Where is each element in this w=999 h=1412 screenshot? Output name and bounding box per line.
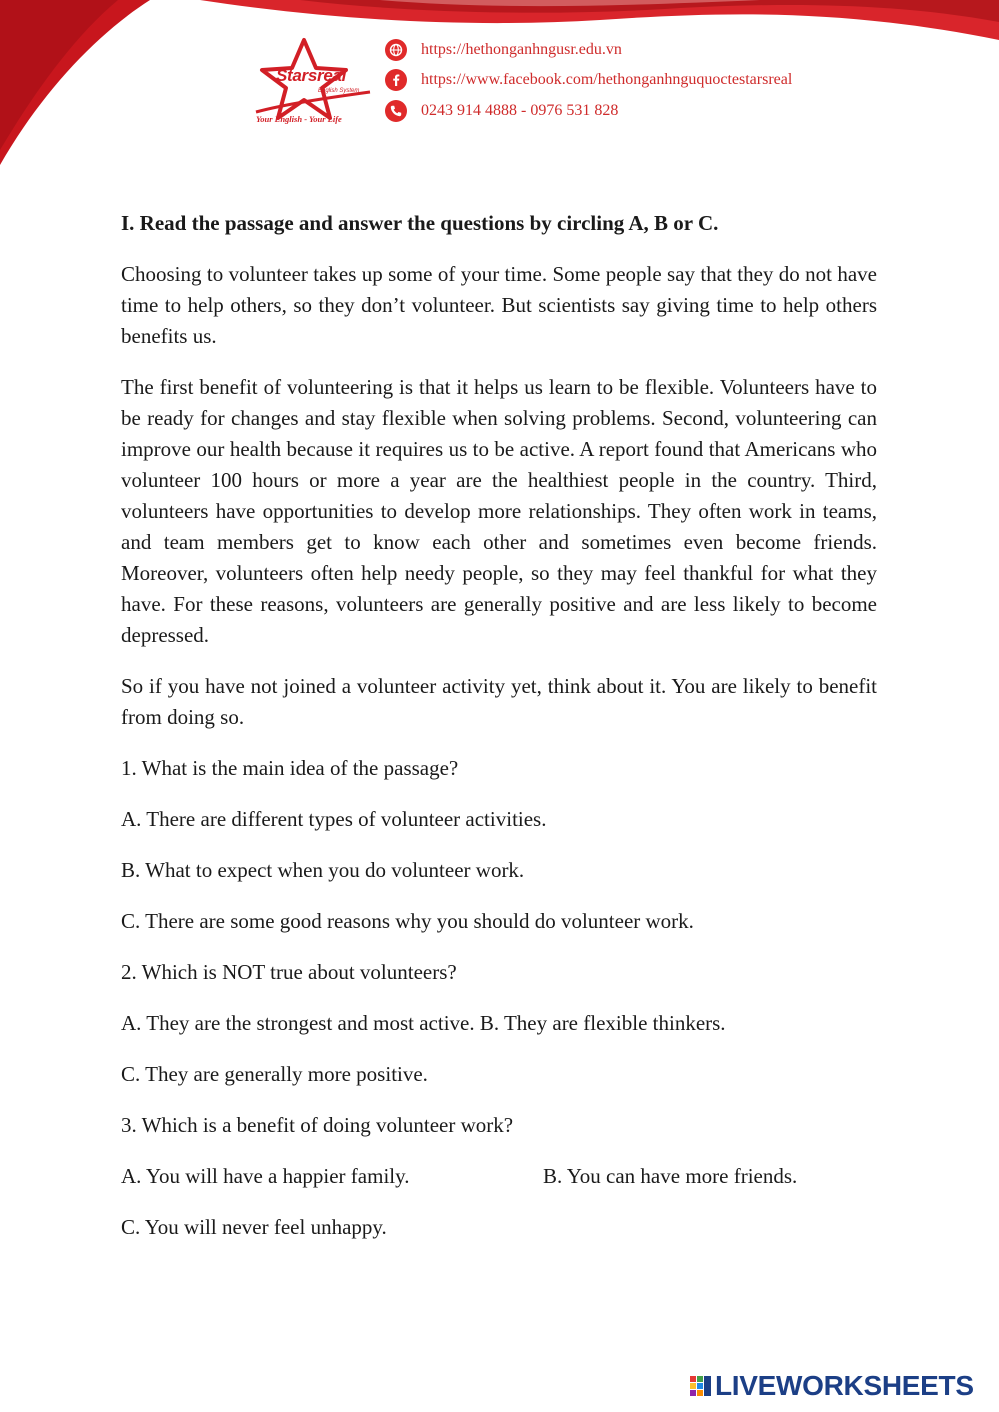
globe-icon [385, 39, 407, 61]
question-3-options-row [121, 1161, 877, 1192]
contact-website-text: https://hethonganhngusr.edu.vn [421, 41, 622, 58]
question-3-option-b[interactable]: B. You can have more friends. [543, 1164, 798, 1188]
contact-phone-text: 0243 914 4888 - 0976 531 828 [421, 102, 619, 119]
contact-website[interactable] [385, 39, 622, 61]
brand-tagline: Your English - Your Life [256, 114, 342, 124]
phone-icon [385, 100, 407, 122]
question-3-option-c[interactable]: C. You will never feel unhappy. [121, 1215, 387, 1239]
worksheet-content [121, 208, 877, 1263]
passage-paragraph-1: Choosing to volunteer takes up some of your time. Some people say that they do not have time to help others, so they don’t volunteer. But scientists say giving time to help others benefits us. [121, 262, 877, 348]
question-2-option-c[interactable]: C. They are generally more positive. [121, 1062, 428, 1086]
liveworksheets-icon [690, 1374, 712, 1398]
question-1-option-c[interactable]: C. There are some good reasons why you should do volunteer work. [121, 909, 694, 933]
question-2-options-a-b[interactable]: A. They are the strongest and most active. B. They are flexible thinkers. [121, 1011, 726, 1035]
brand-name: Starsreal [276, 66, 347, 85]
question-1-option-a[interactable]: A. There are different types of volunteer activities. [121, 807, 547, 831]
contact-phone[interactable] [385, 100, 618, 122]
question-2-prompt: 2. Which is NOT true about volunteers? [121, 960, 457, 984]
brand-subtitle: English System [318, 88, 360, 94]
question-1-option-b[interactable]: B. What to expect when you do volunteer work. [121, 858, 525, 882]
question-3-option-a[interactable]: A. You will have a happier family. [121, 1164, 410, 1188]
passage-paragraph-3: So if you have not joined a volunteer activity yet, think about it. You are likely to benefit from doing so. [121, 674, 877, 729]
question-1-prompt: 1. What is the main idea of the passage? [121, 756, 459, 780]
liveworksheets-text: LIVEWORKSHEETS [715, 1370, 974, 1401]
passage-paragraph-2: The first benefit of volunteering is that it helps us learn to be flexible. Volunteers have to be ready for changes and stay flexible when solving problems. Second, volunteering can improve our health because it requires us to be active. A report found that Americans who volunteer 100 hours or more a year are the healthiest people in the country. Third, volunteers have opportunities to develop more relationships. They often work in teams, and team members get to know each other and sometimes even become friends. Moreover, volunteers often help needy people, so they may feel thankful for what they have. For these reasons, volunteers are generally positive and are less likely to become depressed. [121, 375, 877, 647]
liveworksheets-logo[interactable] [690, 1370, 974, 1402]
instruction-heading: I. Read the passage and answer the questions by circling A, B or C. [121, 211, 719, 235]
contact-facebook-text: https://www.facebook.com/hethonganhnguquoctestarsreal [421, 71, 793, 88]
question-3-prompt: 3. Which is a benefit of doing volunteer work? [121, 1113, 514, 1137]
facebook-icon [385, 69, 407, 91]
contact-facebook[interactable] [385, 69, 792, 91]
